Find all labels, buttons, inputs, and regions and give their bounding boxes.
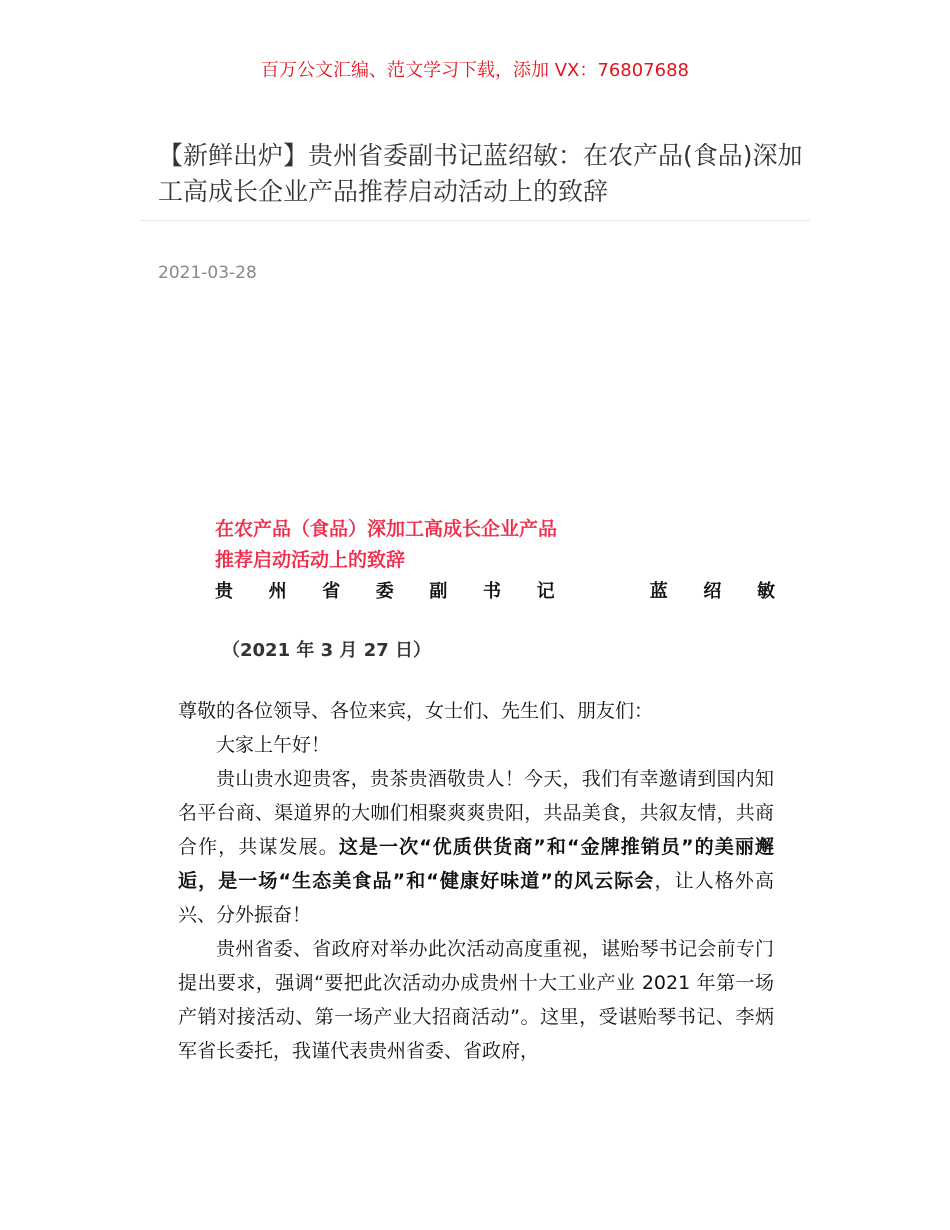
paragraph-2: 贵州省委、省政府对举办此次活动高度重视，谌贻琴书记会前专门提出要求，强调“要把此次活动办成贵州十大工业产业 2021 年第一场产销对接活动、第一场产业大招商活动”。这里，受谌贻琴书记、李炳军省长委托，我谨代表贵州省委、省政府， xyxy=(178,938,774,1062)
speaker-char: 蓝 xyxy=(649,581,668,602)
speech-body xyxy=(178,694,774,1068)
title-divider xyxy=(140,220,810,221)
speaker-line xyxy=(215,577,775,603)
speaker-char: 贵 xyxy=(215,581,233,602)
speaker-gap xyxy=(590,577,614,603)
paragraph-1 xyxy=(178,762,774,932)
speech-title-line-1: 在农产品（食品）深加工高成长企业产品 xyxy=(215,518,558,540)
speaker-char: 记 xyxy=(536,581,555,602)
speaker-char: 副 xyxy=(429,581,448,602)
speech-date: （2021 年 3 月 27 日） xyxy=(222,640,432,661)
paragraph-1-emphasis: 这是一次“优质供货商”和“金牌推销员”的美丽邂逅，是一场“生态美食品”和“健康好味道”的风云际会 xyxy=(178,836,774,892)
speaker-char: 州 xyxy=(268,581,287,602)
paragraph-1-tail: ，让人格外高兴、分外振奋！ xyxy=(178,870,774,926)
speech-title-line-2: 推荐启动活动上的致辞 xyxy=(215,549,406,571)
speaker-char: 绍 xyxy=(703,581,722,602)
publish-date: 2021-03-28 xyxy=(158,263,257,283)
speaker-char: 书 xyxy=(482,581,501,602)
article-title: 【新鲜出炉】贵州省委副书记蓝绍敏：在农产品(食品)深加工高成长企业产品推荐启动活动上的致辞 xyxy=(158,141,803,206)
promo-banner: 百万公文汇编、范文学习下载，添加 VX：76807688 xyxy=(261,60,689,81)
speech-title xyxy=(215,514,557,576)
speaker-char: 委 xyxy=(375,581,394,602)
speaker-char: 省 xyxy=(322,581,341,602)
speaker-char: 敏 xyxy=(756,581,775,602)
salutation: 尊敬的各位领导、各位来宾，女士们、先生们、朋友们： xyxy=(178,700,654,722)
greeting: 大家上午好！ xyxy=(216,734,331,756)
paragraph-1-text: 贵山贵水迎贵客，贵茶贵酒敬贵人！今天，我们有幸邀请到国内知名平台商、渠道界的大咖们相聚爽爽贵阳，共品美食，共叙友情，共商合作，共谋发展。 xyxy=(178,768,774,858)
